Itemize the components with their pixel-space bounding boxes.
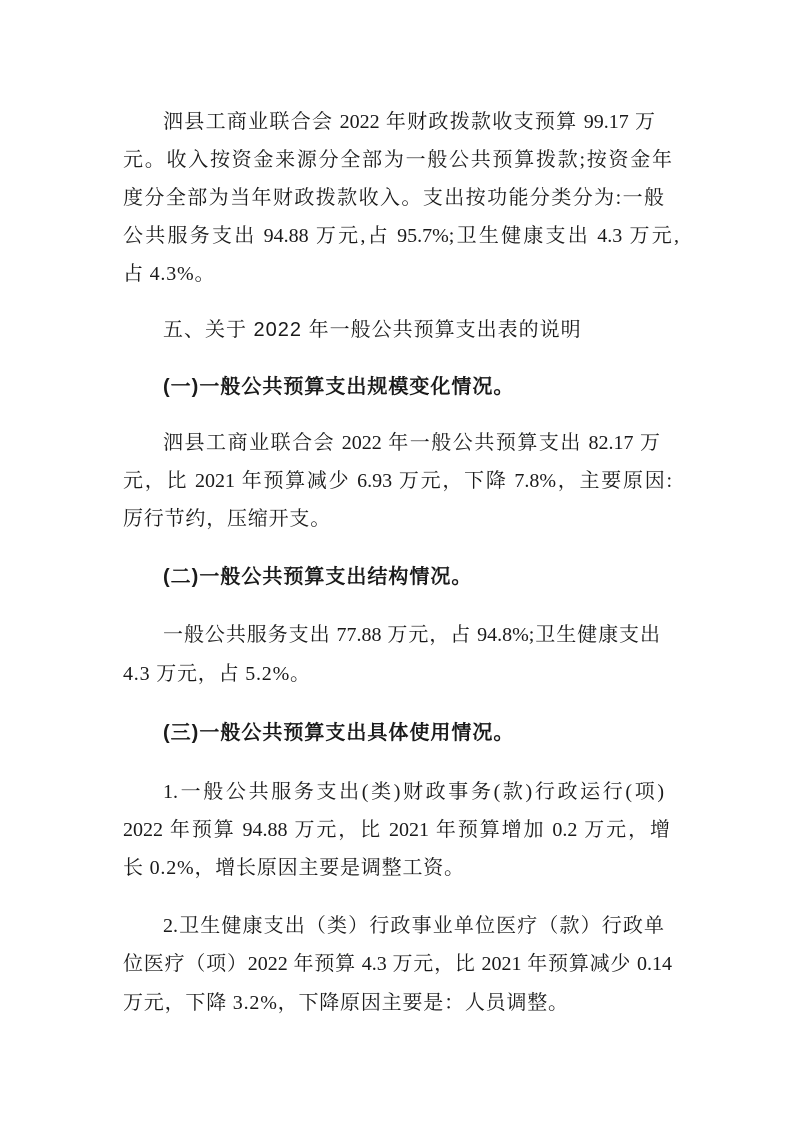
- paragraph-line: 厉行节约，压缩开支。: [123, 508, 331, 530]
- paragraph-line: 元。收入按资金来源分全部为一般公共预算拨款;按资金年: [123, 149, 672, 171]
- paragraph-line: 长 0.2%，增长原因主要是调整工资。: [123, 857, 465, 879]
- paragraph-line: 公共服务支出 94.88 万元,占 95.7%;卫生健康支出 4.3 万元,: [123, 225, 679, 247]
- paragraph-line: 占 4.3%。: [123, 263, 216, 285]
- paragraph-line: 2022 年预算 94.88 万元，比 2021 年预算增加 0.2 万元，增: [123, 819, 670, 841]
- subsection-heading: (一)一般公共预算支出规模变化情况。: [163, 376, 515, 398]
- subsection-heading: (二)一般公共预算支出结构情况。: [163, 566, 473, 588]
- paragraph-line: 2.卫生健康支出（类）行政事业单位医疗（款）行政单: [163, 915, 664, 937]
- paragraph-line: 位医疗（项）2022 年预算 4.3 万元，比 2021 年预算减少 0.14: [123, 953, 672, 975]
- paragraph-line: 一般公共服务支出 77.88 万元，占 94.8%;卫生健康支出: [163, 624, 660, 646]
- paragraph-line: 元，比 2021 年预算减少 6.93 万元，下降 7.8%，主要原因:: [123, 470, 672, 492]
- paragraph-line: 1.一般公共服务支出(类)财政事务(款)行政运行(项): [163, 781, 664, 803]
- subsection-heading: (三)一般公共预算支出具体使用情况。: [163, 722, 515, 744]
- paragraph-line: 度分全部为当年财政拨款收入。支出按功能分类分为:一般: [123, 187, 664, 209]
- paragraph-line: 万元，下降 3.2%，下降原因主要是：人员调整。: [123, 992, 569, 1014]
- paragraph-line: 4.3 万元，占 5.2%。: [123, 663, 311, 685]
- section-heading: 五、关于 2022 年一般公共预算支出表的说明: [163, 319, 582, 341]
- paragraph-line: 泗县工商业联合会 2022 年财政拨款收支预算 99.17 万: [163, 111, 655, 133]
- paragraph-line: 泗县工商业联合会 2022 年一般公共预算支出 82.17 万: [163, 432, 660, 454]
